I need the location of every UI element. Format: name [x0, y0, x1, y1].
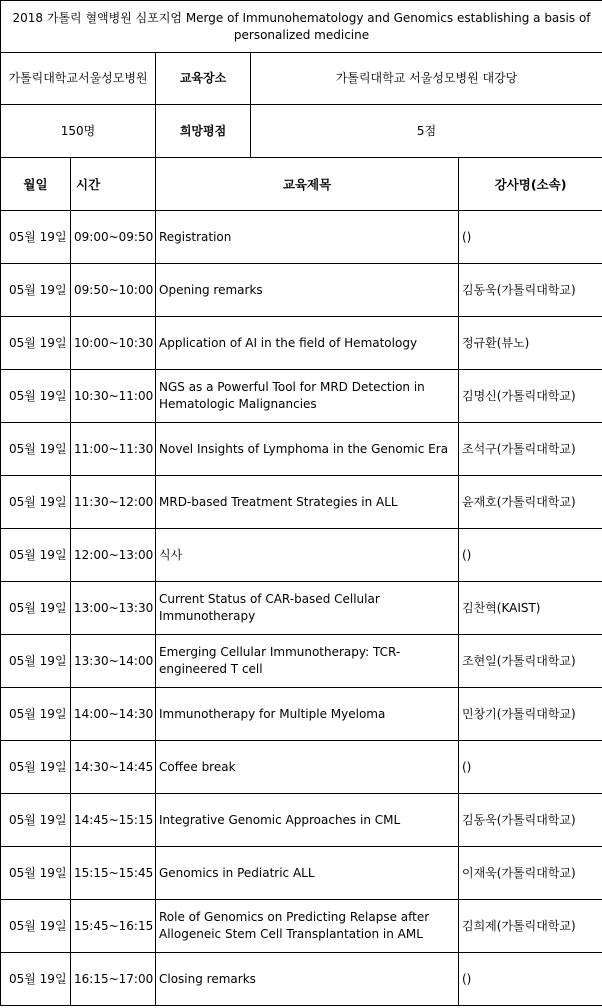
row-date: 05월 19일: [1, 423, 71, 476]
row-speaker: 이재욱(가톨릭대학교): [459, 847, 602, 900]
row-speaker: 김명신(가톨릭대학교): [459, 370, 602, 423]
table-row: [1, 900, 602, 953]
row-speaker: (): [459, 741, 602, 794]
row-topic: Immunotherapy for Multiple Myeloma: [156, 688, 459, 741]
row-date: 05월 19일: [1, 794, 71, 847]
row-time: 14:45~15:15: [71, 794, 156, 847]
row-topic: Integrative Genomic Approaches in CML: [156, 794, 459, 847]
row-topic: NGS as a Powerful Tool for MRD Detection in Hematologic Malignancies: [156, 370, 459, 423]
row-topic: Emerging Cellular Immunotherapy: TCR-engineered T cell: [156, 635, 459, 688]
table-row: [1, 264, 602, 317]
row-date: 05월 19일: [1, 688, 71, 741]
table-row: [1, 211, 602, 264]
row-speaker: 조석구(가톨릭대학교): [459, 423, 602, 476]
row-date: 05월 19일: [1, 529, 71, 582]
row-topic: Role of Genomics on Predicting Relapse after Allogeneic Stem Cell Transplantation in AML: [156, 900, 459, 953]
row-speaker: 조현일(가톨릭대학교): [459, 635, 602, 688]
row-time: 13:00~13:30: [71, 582, 156, 635]
table-row: [1, 847, 602, 900]
points: 5점: [251, 105, 602, 158]
header-row: [1, 158, 602, 211]
organizer: 가톨릭대학교서울성모병원: [1, 53, 156, 105]
table-row: [1, 953, 602, 1006]
row-topic: Closing remarks: [156, 953, 459, 1006]
header-time: 시간: [71, 158, 156, 211]
row-date: 05월 19일: [1, 900, 71, 953]
info-row-capacity: [1, 105, 602, 158]
row-date: 05월 19일: [1, 741, 71, 794]
title-row: [1, 1, 602, 53]
table-row: [1, 794, 602, 847]
table-row: [1, 370, 602, 423]
row-date: 05월 19일: [1, 476, 71, 529]
row-time: 15:15~15:45: [71, 847, 156, 900]
header-topic: 교육제목: [156, 158, 459, 211]
table-row: [1, 423, 602, 476]
table-row: [1, 688, 602, 741]
row-speaker: (): [459, 953, 602, 1006]
row-time: 10:30~11:00: [71, 370, 156, 423]
row-speaker: 정규환(뷰노): [459, 317, 602, 370]
table-row: [1, 582, 602, 635]
row-time: 15:45~16:15: [71, 900, 156, 953]
row-time: 14:30~14:45: [71, 741, 156, 794]
table-row: [1, 635, 602, 688]
venue: 가톨릭대학교 서울성모병원 대강당: [251, 53, 602, 105]
row-date: 05월 19일: [1, 211, 71, 264]
row-date: 05월 19일: [1, 317, 71, 370]
row-date: 05월 19일: [1, 635, 71, 688]
table-row: [1, 529, 602, 582]
row-topic: Genomics in Pediatric ALL: [156, 847, 459, 900]
row-speaker: (): [459, 211, 602, 264]
capacity: 150명: [1, 105, 156, 158]
row-speaker: (): [459, 529, 602, 582]
table-row: [1, 476, 602, 529]
row-topic: Current Status of CAR-based Cellular Immunotherapy: [156, 582, 459, 635]
row-topic: Registration: [156, 211, 459, 264]
row-time: 11:00~11:30: [71, 423, 156, 476]
row-time: 13:30~14:00: [71, 635, 156, 688]
table-row: [1, 741, 602, 794]
row-date: 05월 19일: [1, 847, 71, 900]
row-speaker: 김동욱(가톨릭대학교): [459, 794, 602, 847]
row-time: 14:00~14:30: [71, 688, 156, 741]
table-row: [1, 317, 602, 370]
info-row-venue: [1, 53, 602, 105]
row-topic: Opening remarks: [156, 264, 459, 317]
row-speaker: 윤재호(가톨릭대학교): [459, 476, 602, 529]
row-topic: Application of AI in the field of Hematology: [156, 317, 459, 370]
venue-label: 교육장소: [156, 53, 251, 105]
row-topic: Novel Insights of Lymphoma in the Genomic Era: [156, 423, 459, 476]
row-time: 09:50~10:00: [71, 264, 156, 317]
row-speaker: 김동욱(가톨릭대학교): [459, 264, 602, 317]
row-time: 11:30~12:00: [71, 476, 156, 529]
row-date: 05월 19일: [1, 953, 71, 1006]
row-speaker: 김찬혁(KAIST): [459, 582, 602, 635]
header-date: 월일: [1, 158, 71, 211]
row-topic: Coffee break: [156, 741, 459, 794]
row-date: 05월 19일: [1, 582, 71, 635]
row-topic: MRD-based Treatment Strategies in ALL: [156, 476, 459, 529]
row-speaker: 김희제(가톨릭대학교): [459, 900, 602, 953]
row-speaker: 민창기(가톨릭대학교): [459, 688, 602, 741]
row-time: 09:00~09:50: [71, 211, 156, 264]
row-time: 10:00~10:30: [71, 317, 156, 370]
row-time: 16:15~17:00: [71, 953, 156, 1006]
row-date: 05월 19일: [1, 370, 71, 423]
row-date: 05월 19일: [1, 264, 71, 317]
header-speaker: 강사명(소속): [459, 158, 602, 211]
points-label: 희망평점: [156, 105, 251, 158]
row-topic: 식사: [156, 529, 459, 582]
row-time: 12:00~13:00: [71, 529, 156, 582]
page-title: 2018 가톨릭 혈액병원 심포지엄 Merge of Immunohematology and Genomics establishing a basis of personalized medicine: [1, 1, 602, 53]
